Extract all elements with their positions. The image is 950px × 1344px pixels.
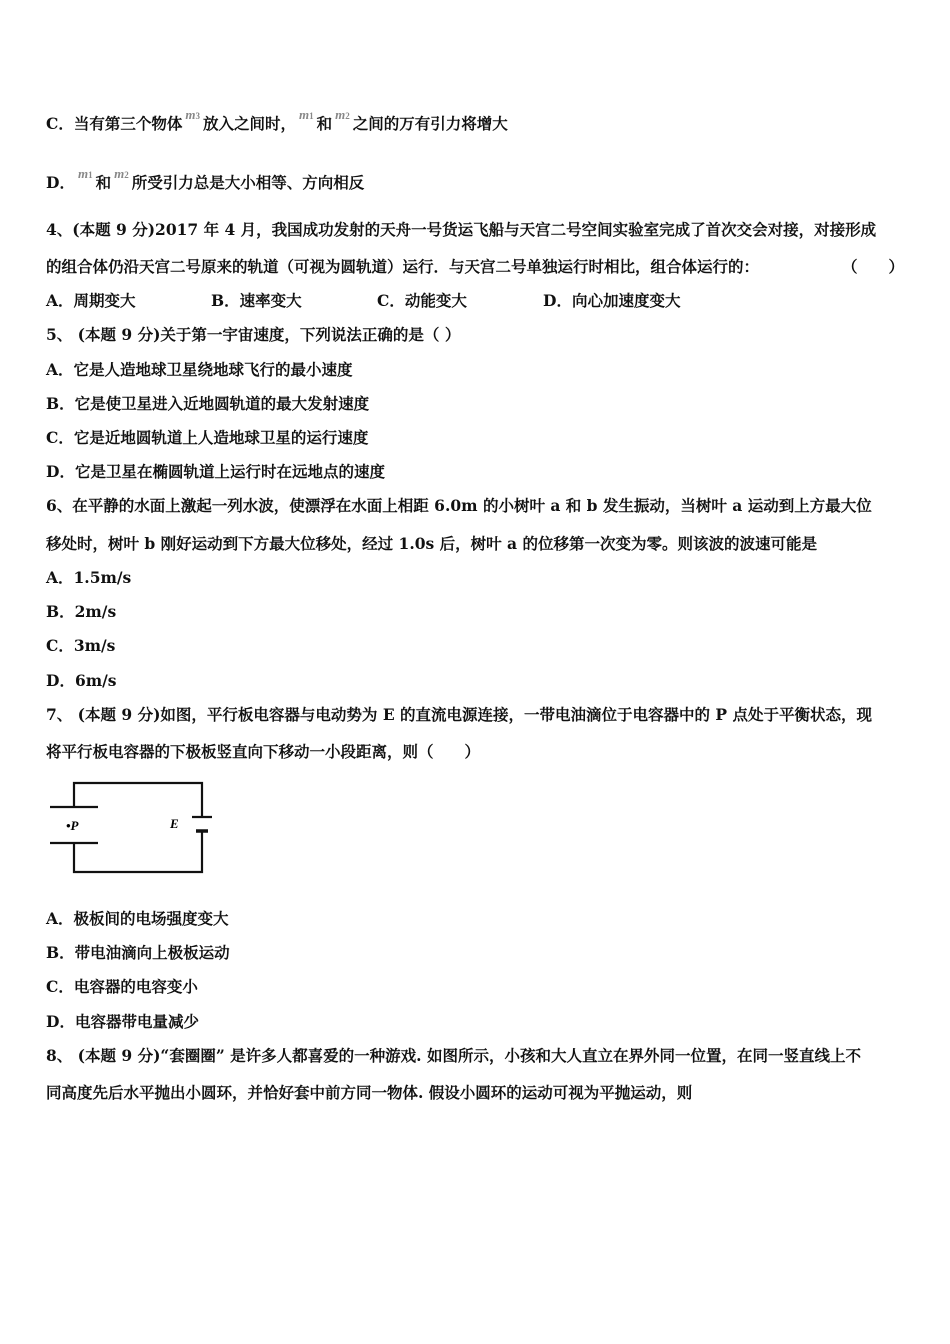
q7-option-a: A．极板间的电场强度变大 <box>46 909 229 928</box>
var-m1: m1 <box>298 107 314 122</box>
upper-wire <box>74 783 202 817</box>
q5-option-d: D．它是卫星在椭圆轨道上运行时在远地点的速度 <box>46 462 385 481</box>
q3-option-d: D． $^{m1}$ 和 $^{m2}$ 所受引力总是大小相等、方向相反 <box>46 166 365 192</box>
q7-option-d: D．电容器带电量减少 <box>46 1012 199 1031</box>
q4-option-b: B．速率变大 <box>211 291 302 310</box>
point-p-label: •P <box>66 818 79 833</box>
q4-answer-paren: （ ） <box>842 257 905 276</box>
lower-wire <box>74 831 202 872</box>
var-m2: m2 <box>335 107 350 122</box>
var-m1: m1 <box>77 166 93 181</box>
q5-option-b: B．它是使卫星进入近地圆轨道的最大发射速度 <box>46 394 370 413</box>
q7-option-b: B．带电油滴向上极板运动 <box>46 943 230 962</box>
q4-options <box>46 291 906 311</box>
q6-option-d: D．6m/s <box>46 671 117 690</box>
q8-stem-line2: 同高度先后水平抛出小圆环，并恰好套中前方同一物体. 假设小圆环的运动可视为平抛运动，则 <box>46 1083 693 1102</box>
q5-option-c: C．它是近地圆轨道上人造地球卫星的运行速度 <box>46 428 369 447</box>
q7-stem-line1: 7、 (本题 9 分)如图，平行板电容器与电动势为 E 的直流电源连接，一带电油滴位于电容器中的 P 点处于平衡状态，现 <box>46 705 872 724</box>
q4-option-c: C．动能变大 <box>377 291 467 310</box>
q6-option-c: C．3m/s <box>46 636 116 655</box>
q7-option-c: C．电容器的电容变小 <box>46 977 198 996</box>
q8-stem-line1: 8、 (本题 9 分)“套圈圈” 是许多人都喜爱的一种游戏. 如图所示，小孩和大人直立在界外同一位置，在同一竖直线上不 <box>46 1046 861 1065</box>
q6-stem-line1: 6、在平静的水面上激起一列水波，使漂浮在水面上相距 6.0m 的小树叶 a 和 b 发生振动，当树叶 a 运动到上方最大位 <box>46 496 872 515</box>
q3-option-c: C．当有第三个物体 $^{m3}$ 放入之间时， $^{m1}$ 和 $^{m2}$ 之间的万有引力将增大 <box>46 107 508 133</box>
q5-stem: 5、 (本题 9 分)关于第一宇宙速度，下列说法正确的是（ ） <box>46 325 461 344</box>
var-m3: m3 <box>185 107 200 122</box>
capacitor-circuit-diagram <box>40 775 220 885</box>
q5-option-a: A．它是人造地球卫星绕地球飞行的最小速度 <box>46 360 353 379</box>
q4-stem-line1: 4、(本题 9 分)2017 年 4 月，我国成功发射的天舟一号货运飞船与天宫二号空间实验室完成了首次交会对接，对接形成 <box>46 220 877 239</box>
q6-option-a: A．1.5m/s <box>46 568 132 587</box>
q7-stem-line2: 将平行板电容器的下极板竖直向下移动一小段距离，则（ ） <box>46 742 481 761</box>
q6-option-b: B．2m/s <box>46 602 117 621</box>
var-m2: m2 <box>114 166 129 181</box>
q4-option-a: A．周期变大 <box>46 291 136 310</box>
emf-label: E <box>170 816 179 831</box>
q6-stem-line2: 移处时，树叶 b 刚好运动到下方最大位移处，经过 1.0s 后，树叶 a 的位移第一次变为零。则该波的波速可能是 <box>46 534 817 553</box>
q4-option-d: D．向心加速度变大 <box>543 291 681 310</box>
q4-stem-line2: 的组合体仍沿天宫二号原来的轨道（可视为圆轨道）运行．与天宫二号单独运行时相比，组合体运行的： （ ） <box>46 257 905 276</box>
